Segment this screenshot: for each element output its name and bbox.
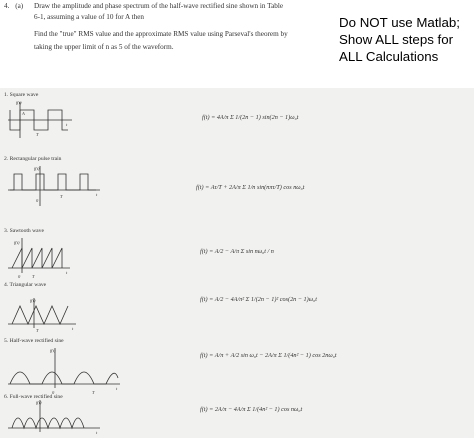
svg-text:T: T xyxy=(32,274,35,279)
instruction-note xyxy=(339,14,473,65)
table-row-1-label: 1. Square wave xyxy=(4,92,39,98)
svg-text:t: t xyxy=(116,386,118,391)
svg-text:0: 0 xyxy=(52,390,55,395)
svg-text:T: T xyxy=(36,328,39,333)
svg-text:T: T xyxy=(36,132,39,137)
half-wave-sine-graph xyxy=(8,348,120,388)
instruction-line-2: Show ALL steps for xyxy=(339,32,454,47)
question-line-4: taking the upper limit of n as 5 of the waveform. xyxy=(34,43,174,51)
svg-text:f(t): f(t) xyxy=(14,240,20,245)
svg-text:f(t): f(t) xyxy=(30,298,36,303)
pulse-train-graph xyxy=(8,166,100,206)
table-row-3-label: 3. Sawtooth wave xyxy=(4,228,44,234)
table-row-4-formula: f(t) = A/2 − 4A/π² Σ 1/(2n − 1)² cos(2n − 1)ω₀t xyxy=(200,296,317,303)
svg-text:t: t xyxy=(72,326,74,331)
svg-text:T: T xyxy=(60,194,63,199)
triangular-wave-graph xyxy=(8,298,76,328)
waveform-graphics xyxy=(0,88,474,438)
table-row-5-formula: f(t) = A/π + A/2 sin ω₀t − 2A/π Σ 1/(4n² − 1) cos 2nω₀t xyxy=(200,352,337,359)
question-line-3: Find the "true" RMS value and the approximate RMS value using Parseval's theorem by xyxy=(34,30,288,38)
svg-text:f(t): f(t) xyxy=(34,166,40,171)
svg-text:f(t): f(t) xyxy=(36,400,42,405)
svg-text:f(t): f(t) xyxy=(50,348,56,353)
table-row-5-label: 5. Half-wave rectified sine xyxy=(4,338,64,344)
square-wave-graph xyxy=(8,102,72,138)
svg-text:t: t xyxy=(66,270,68,275)
table-row-4-label: 4. Triangular wave xyxy=(4,282,47,288)
instruction-line-1: Do NOT use Matlab; xyxy=(339,15,460,30)
svg-text:t: t xyxy=(66,122,68,127)
table-row-6-label: 6. Full-wave rectified sine xyxy=(4,394,63,400)
full-wave-sine-graph xyxy=(8,400,100,432)
table-row-2-label: 2. Rectangular pulse train xyxy=(4,156,62,162)
table-row-2-formula: f(t) = Aτ/T + 2A/π Σ 1/n sin(nπτ/T) cos nω₀t xyxy=(196,184,305,191)
svg-text:0: 0 xyxy=(18,274,21,279)
svg-text:t: t xyxy=(96,192,98,197)
table-row-1-formula: f(t) = 4A/π Σ 1/(2n − 1) sin(2n − 1)ω₀t xyxy=(202,114,299,121)
table-row-6-formula: f(t) = 2A/π − 4A/π Σ 1/(4n² − 1) cos nω₀t xyxy=(200,406,303,413)
question-number xyxy=(4,2,23,11)
table-row-3-formula: f(t) = A/2 − A/π Σ sin nω₀t / n xyxy=(200,248,274,255)
question-number-text: 4. xyxy=(4,2,10,10)
question-part: (a) xyxy=(15,2,24,10)
svg-text:f(t): f(t) xyxy=(16,100,22,105)
svg-text:A: A xyxy=(22,111,25,116)
svg-text:0: 0 xyxy=(36,198,39,203)
svg-text:t: t xyxy=(96,430,98,435)
question-line-1: Draw the amplitude and phase spectrum of the half-wave rectified sine shown in Table xyxy=(34,2,284,10)
question-line-2: 6-1, assuming a value of 10 for A then xyxy=(34,13,144,21)
fourier-table-scan xyxy=(0,88,474,438)
instruction-line-3: ALL Calculations xyxy=(339,49,439,64)
svg-text:T: T xyxy=(92,390,95,395)
